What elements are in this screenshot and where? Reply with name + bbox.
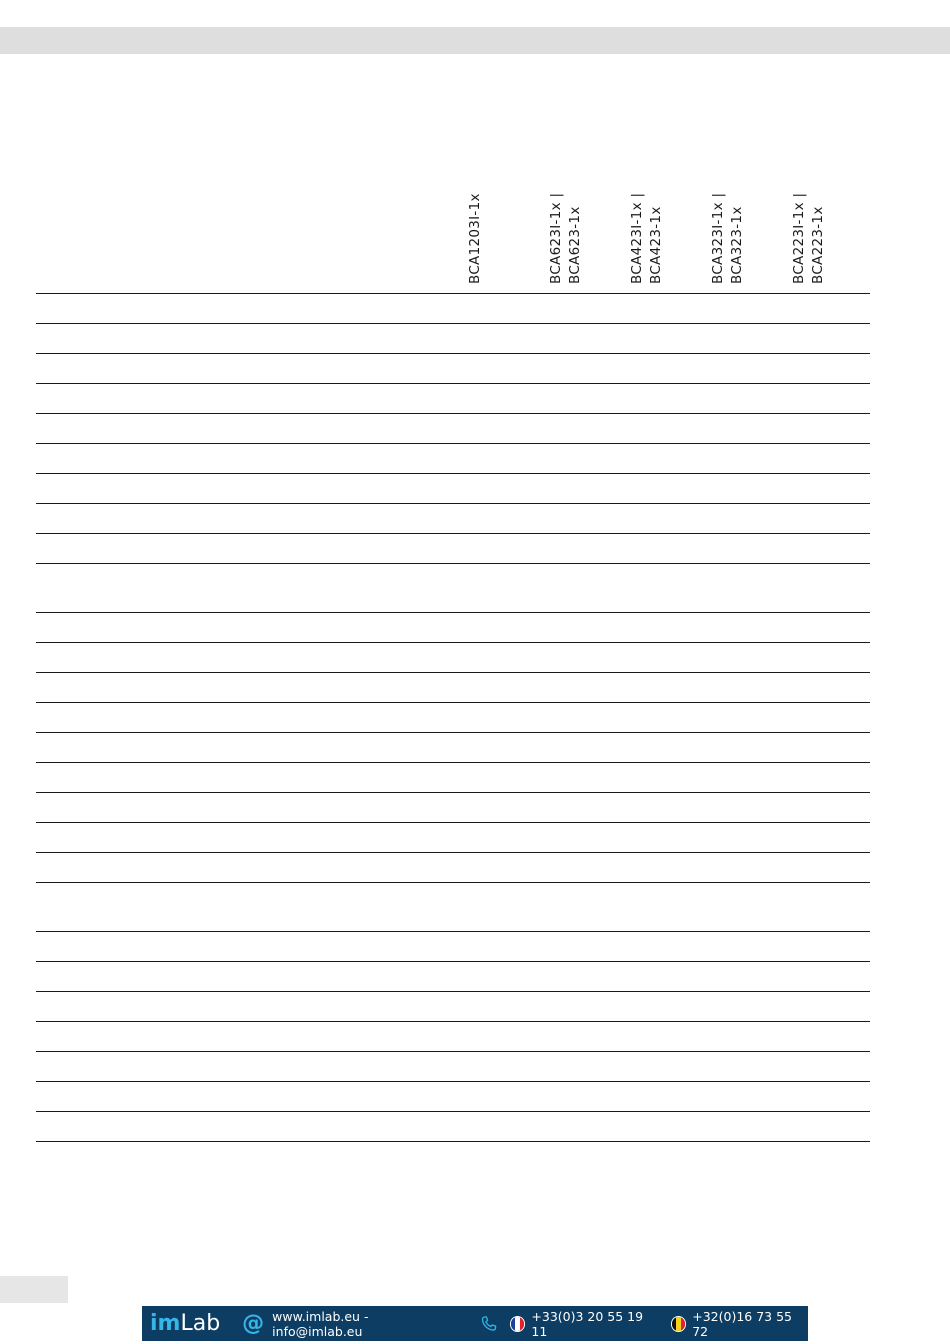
table-row xyxy=(36,324,870,354)
table-row xyxy=(36,564,870,613)
table-row xyxy=(36,823,870,853)
column-header-line: BCA323I-1x | xyxy=(710,192,726,284)
table-row xyxy=(36,354,870,384)
table-row xyxy=(36,384,870,414)
header-band xyxy=(0,27,950,54)
belgium-flag-icon xyxy=(671,1316,687,1332)
table-row xyxy=(36,1022,870,1052)
table-row xyxy=(36,414,870,444)
column-header-line: BCA623I-1x | xyxy=(548,192,564,284)
column-header-4 xyxy=(709,193,747,284)
france-flag-icon xyxy=(510,1316,526,1332)
phone-icon xyxy=(479,1314,498,1334)
column-header-line: BCA223I-1x | xyxy=(791,192,807,284)
table-row xyxy=(36,534,870,564)
table-row xyxy=(36,1052,870,1082)
table-row xyxy=(36,992,870,1022)
table-row xyxy=(36,474,870,504)
table-row xyxy=(36,294,870,324)
table-row xyxy=(36,643,870,673)
table-row xyxy=(36,504,870,534)
logo-im-text: im xyxy=(150,1311,181,1336)
column-header-5 xyxy=(790,193,828,284)
spec-table xyxy=(36,293,870,1142)
website-email-link[interactable]: www.imlab.eu - info@imlab.eu xyxy=(272,1308,369,1339)
footer-banner xyxy=(142,1306,808,1341)
imlab-logo[interactable] xyxy=(150,1311,220,1336)
table-row xyxy=(36,793,870,823)
column-header-line: BCA623-1x xyxy=(567,206,583,284)
column-header-line: BCA323-1x xyxy=(729,206,745,284)
table-row xyxy=(36,932,870,962)
table-row xyxy=(36,444,870,474)
table-row xyxy=(36,962,870,992)
column-header-line: BCA1203I-1x xyxy=(467,193,483,284)
table-row xyxy=(36,733,870,763)
table-row xyxy=(36,763,870,793)
column-header-line: BCA223-1x xyxy=(810,206,826,284)
column-header-line: BCA423-1x xyxy=(648,206,664,284)
column-header-1 xyxy=(466,193,485,284)
logo-lab-text: Lab xyxy=(180,1311,221,1336)
at-icon: @ xyxy=(242,1310,265,1336)
column-header-line: BCA423I-1x | xyxy=(629,192,645,284)
table-row xyxy=(36,883,870,932)
table-row xyxy=(36,1082,870,1112)
table-row xyxy=(36,1112,870,1142)
phone-france[interactable]: +33(0)3 20 55 19 11 xyxy=(531,1308,644,1339)
column-header-3 xyxy=(628,193,666,284)
table-row xyxy=(36,853,870,883)
table-row xyxy=(36,703,870,733)
table-row xyxy=(36,673,870,703)
column-header-2 xyxy=(547,193,585,284)
table-row xyxy=(36,613,870,643)
page-number-tab xyxy=(0,1276,68,1303)
phone-belgium[interactable]: +32(0)16 73 55 72 xyxy=(692,1308,792,1339)
